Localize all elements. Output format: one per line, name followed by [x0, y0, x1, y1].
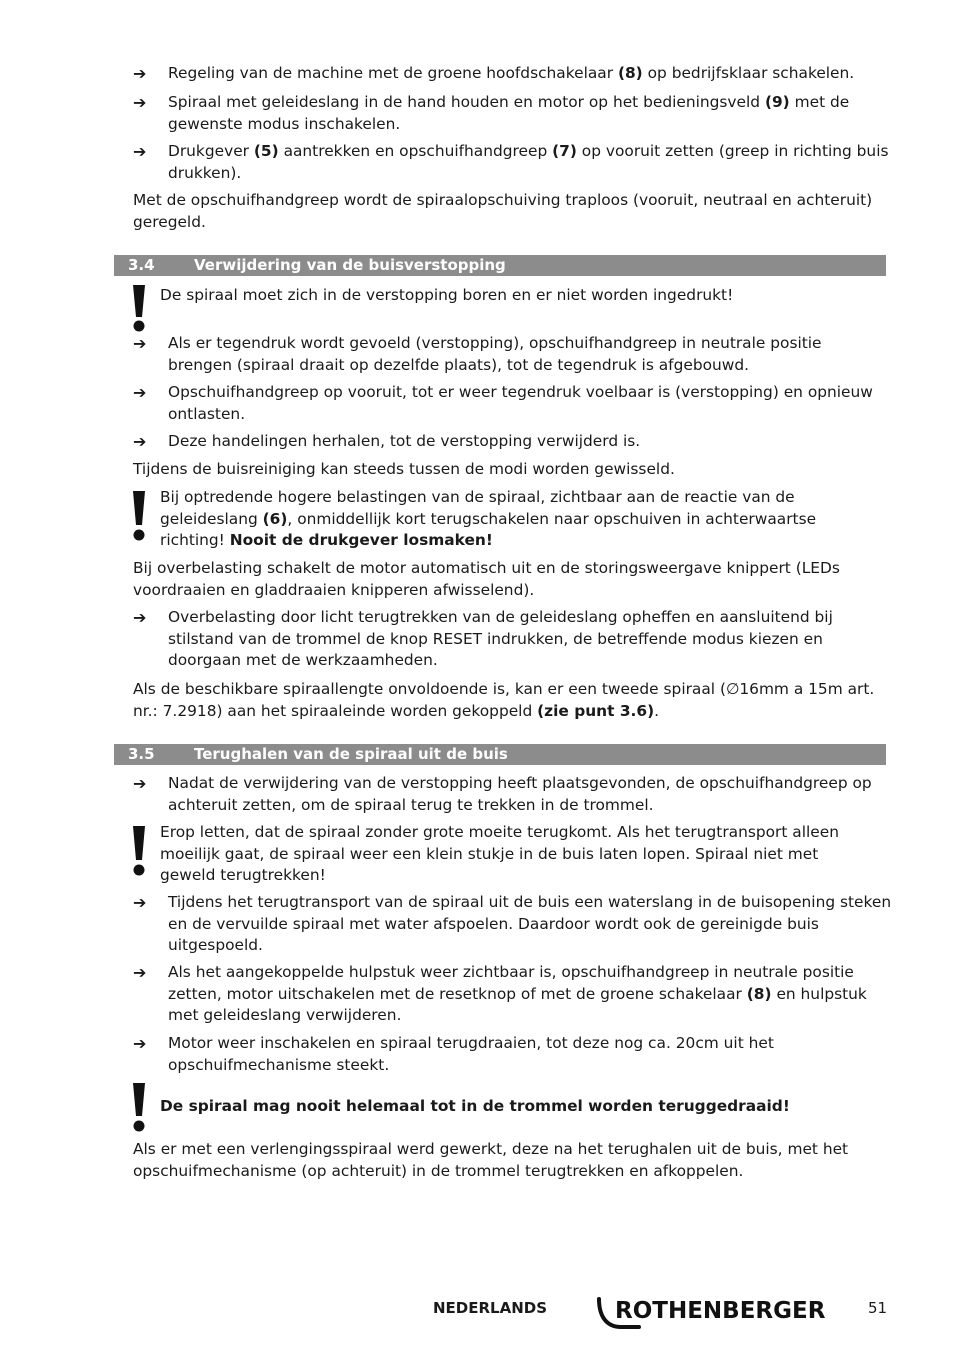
- exclamation-icon: [129, 1083, 149, 1133]
- list-item: ➔ Spiraal met geleideslang in de hand houden en motor op het bedieningsveld (9) met de gewenste modus inschakelen.: [133, 93, 850, 133]
- arrow-icon: ➔: [133, 383, 147, 402]
- arrow-icon: ➔: [133, 608, 147, 627]
- list-item: ➔ Deze handelingen herhalen, tot de verstopping verwijderd is.: [133, 432, 641, 451]
- page-number: 51: [868, 1299, 888, 1317]
- paragraph: Tijdens de buisreiniging kan steeds tussen de modi worden gewisseld.: [133, 460, 675, 478]
- brand-logo: [595, 1291, 835, 1338]
- arrow-icon: ➔: [133, 142, 147, 161]
- list-item: ➔ Als er tegendruk wordt gevoeld (verstopping), opschuifhandgreep in neutrale positie brengen (spiraal draait op dezelfde plaats), tot de tegendruk is afgebouwd.: [133, 334, 822, 374]
- list-item: ➔ Als het aangekoppelde hulpstuk weer zichtbaar is, opschuifhandgreep in neutrale positie zetten, motor uitschakelen met de resetknop of met de groene schakelaar (8) en hulpstuk met geleideslang verwijderen.: [133, 963, 867, 1024]
- footer-language: NEDERLANDS: [433, 1299, 548, 1317]
- rothenberger-logo: [595, 1291, 835, 1331]
- list-item: ➔ Overbelasting door licht terugtrekken van de geleideslang opheffen en aansluitend bij stilstand van de trommel de knop RESET indrukken, de betreffende modus kiezen en doorgaan met de werkzaamheden.: [133, 608, 833, 669]
- list-item: ➔ Opschuifhandgreep op vooruit, tot er weer tegendruk voelbaar is (verstopping) en opnieuw ontlasten.: [133, 383, 873, 423]
- paragraph: Als de beschikbare spiraallengte onvoldoende is, kan er een tweede spiraal (∅16mm a 15m art. nr.: 7.2918) aan het spiraaleinde worden gekoppeld (zie punt 3.6).: [133, 680, 875, 720]
- exclamation-icon: [129, 285, 149, 333]
- arrow-icon: ➔: [133, 93, 147, 112]
- list-item: ➔ Regeling van de machine met de groene hoofdschakelaar (8) op bedrijfsklaar schakelen.: [133, 64, 855, 83]
- arrow-icon: ➔: [133, 963, 147, 982]
- list-item: ➔ Drukgever (5) aantrekken en opschuifhandgreep (7) op vooruit zetten (greep in richting buis drukken).: [133, 142, 889, 182]
- paragraph: Bij overbelasting schakelt de motor automatisch uit en de storingsweergave knippert (LEDs voordraaien en gladdraaien knipperen afwisselend).: [133, 559, 840, 599]
- section-heading: 3.4 Verwijdering van de buisverstopping: [114, 255, 886, 276]
- arrow-icon: ➔: [133, 334, 147, 353]
- arrow-icon: ➔: [133, 432, 147, 451]
- list-item: ➔ Tijdens het terugtransport van de spiraal uit de buis een waterslang in de buisopening steken en de vervuilde spiraal met water afspoelen. Daardoor wordt ook de gereinigde buis uitgespoeld.: [133, 893, 892, 954]
- paragraph: Als er met een verlengingsspiraal werd gewerkt, deze na het terughalen uit de buis, met het opschuifmechanisme (op achteruit) in de trommel terugtrekken en afkoppelen.: [133, 1140, 849, 1180]
- list-item: ➔ Motor weer inschakelen en spiraal terugdraaien, tot deze nog ca. 20cm uit het opschuifmechanisme steekt.: [133, 1034, 774, 1074]
- arrow-icon: ➔: [133, 1034, 147, 1053]
- svg-text:ROTHENBERGER: ROTHENBERGER: [615, 1298, 826, 1324]
- list-item: ➔ Nadat de verwijdering van de verstopping heeft plaatsgevonden, de opschuifhandgreep op achteruit zetten, om de spiraal terug te trekken in de trommel.: [133, 774, 872, 814]
- paragraph: Met de opschuifhandgreep wordt de spiraalopschuiving traploos (vooruit, neutraal en achteruit) geregeld.: [133, 191, 873, 231]
- exclamation-icon: [129, 491, 149, 543]
- section-heading: 3.5 Terughalen van de spiraal uit de buis: [114, 744, 886, 765]
- arrow-icon: ➔: [133, 64, 147, 83]
- arrow-icon: ➔: [133, 893, 147, 912]
- arrow-icon: ➔: [133, 774, 147, 793]
- exclamation-icon: [129, 826, 149, 878]
